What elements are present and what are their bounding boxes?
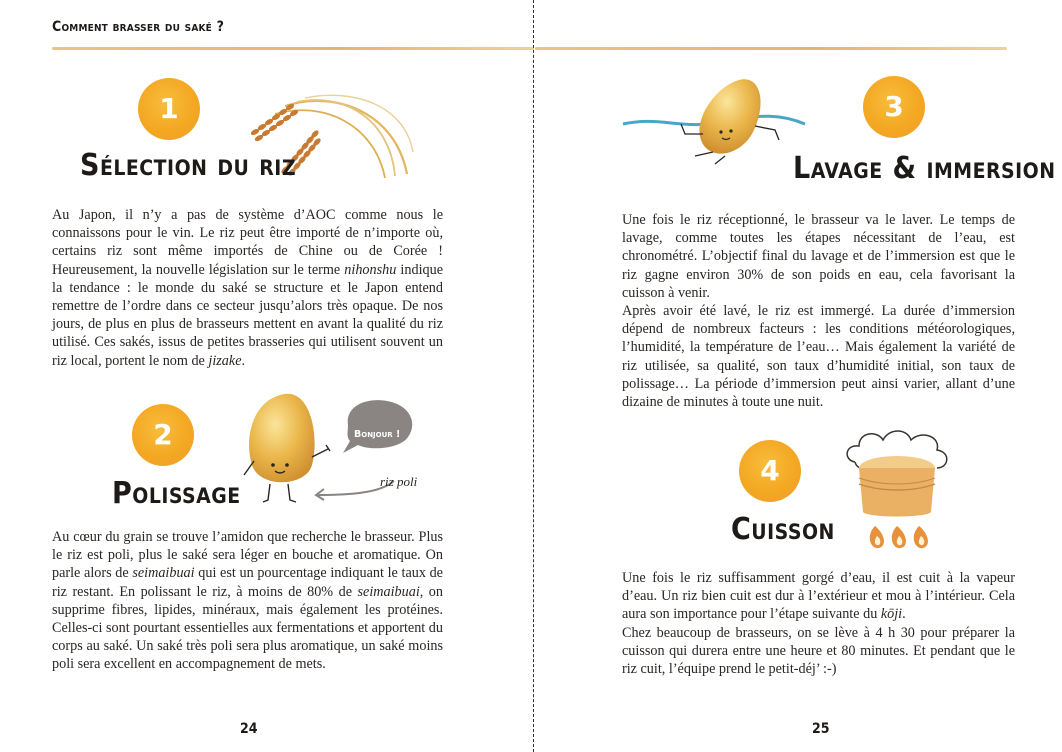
page-number-left: 24 (240, 721, 258, 737)
italic-term: kōji (880, 606, 903, 623)
rice-grain-character-icon (240, 385, 430, 510)
paragraph: Chez beaucoup de brasseurs, on se lève à 4 h 30 pour préparer la cuisson qui durera entre une heure et 80 minutes. Et pendant que le riz cuit, l’équipe prend le petit-déj’ :-) (622, 624, 1015, 678)
step-number-3: 3 (863, 76, 925, 138)
section-text-selection (52, 206, 443, 370)
italic-term: seimaibuai (132, 565, 195, 582)
section-text-lavage (622, 211, 1015, 411)
section-text-cuisson (622, 569, 1015, 678)
illustration-caption: riz poli (380, 474, 418, 489)
italic-term: jizake (208, 352, 242, 369)
section-title-selection: Sélection du riz (80, 148, 297, 183)
steamer-pot-icon (841, 426, 953, 556)
step-number-2: 2 (132, 404, 194, 466)
swimming-rice-icon (621, 74, 811, 166)
paragraph: Une fois le riz réceptionné, le brasseur va le laver. Le temps de lavage, comme toutes les étapes nécessitant de l’eau, est chronométré. L’objectif final du lavage et de l’immersion est que le riz gagne environ 30% de son poids en eau, cela favorisant la cuisson à venir. (622, 212, 1015, 301)
right-page (535, 0, 1062, 752)
section-title-lavage: Lavage & immersion (793, 151, 1056, 186)
section-text-polissage (52, 528, 443, 674)
paragraph: Au cœur du grain se trouve l’amidon que recherche le brasseur. Plus le riz est poli, plus le saké sera léger en bouche et aromatique. On parle alors de seimaibuai qui est un pourcentage indiquant le taux de riz restant. En polissant le riz, à moins de 80% de seimaibuai, on supprime fibres, lipides, minéraux, mais également les protéines. Celles-ci sont pourtant essentielles aux fermentations et apportent du corps au saké. Un saké très poli sera plus aromatique, un saké moins poli sera excellent en accompagnement de mets. (52, 529, 443, 673)
italic-term: nihonshu (344, 261, 397, 278)
bubble-text: Bonjour ! (354, 429, 401, 440)
paragraph: Au Japon, il n’y a pas de système d’AOC comme nous le connaissons pour le vin. Le riz peut être importé de n’importe où, certains riz sont même importés de Chine ou de Corée ! Heureusement, la nouvelle législation sur le terme nihonshu indique la tendance : le monde du saké se structure et le Japon entend remettre de l’ordre dans ce secteur jusqu’alors très opaque. De nos jours, de plus en plus de brasseurs mettent en avant la qualité du riz utilisé. Ces sakés, issus de petites brasseries qui utilisent souvent un riz local, portent le nom de jizake. (52, 207, 443, 369)
step-number-4: 4 (739, 440, 801, 502)
header-rule-right (535, 47, 1007, 50)
section-title-cuisson: Cuisson (731, 512, 835, 547)
header-rule (52, 47, 534, 50)
paragraph: Après avoir été lavé, le riz est immergé. La durée d’immersion dépend de nombreux facteurs : les conditions météorologiques, l’humidité, la température de l’eau… Mais également la variété de riz utilisée, sa qualité, son taux d’humidité initial, son taux de polissage… La période d’immersion peut ainsi varier, allant d’une dizaine de minutes à toute une nuit. (622, 303, 1015, 411)
flame-icon (870, 526, 928, 548)
section-title-polissage: Polissage (112, 476, 241, 511)
step-number-1: 1 (138, 78, 200, 140)
book-spine (533, 0, 534, 752)
paragraph: Une fois le riz suffisamment gorgé d’eau, il est cuit à la vapeur d’eau. Un riz bien cuit est dur à l’extérieur et mou à l’intérieur. Cela aura son importance pour l’étape suivante du kōji. (622, 570, 1015, 623)
page-number-right: 25 (812, 721, 830, 737)
running-title: Comment brasser du saké ? (52, 19, 225, 35)
italic-term: seimaibuai (357, 583, 420, 600)
